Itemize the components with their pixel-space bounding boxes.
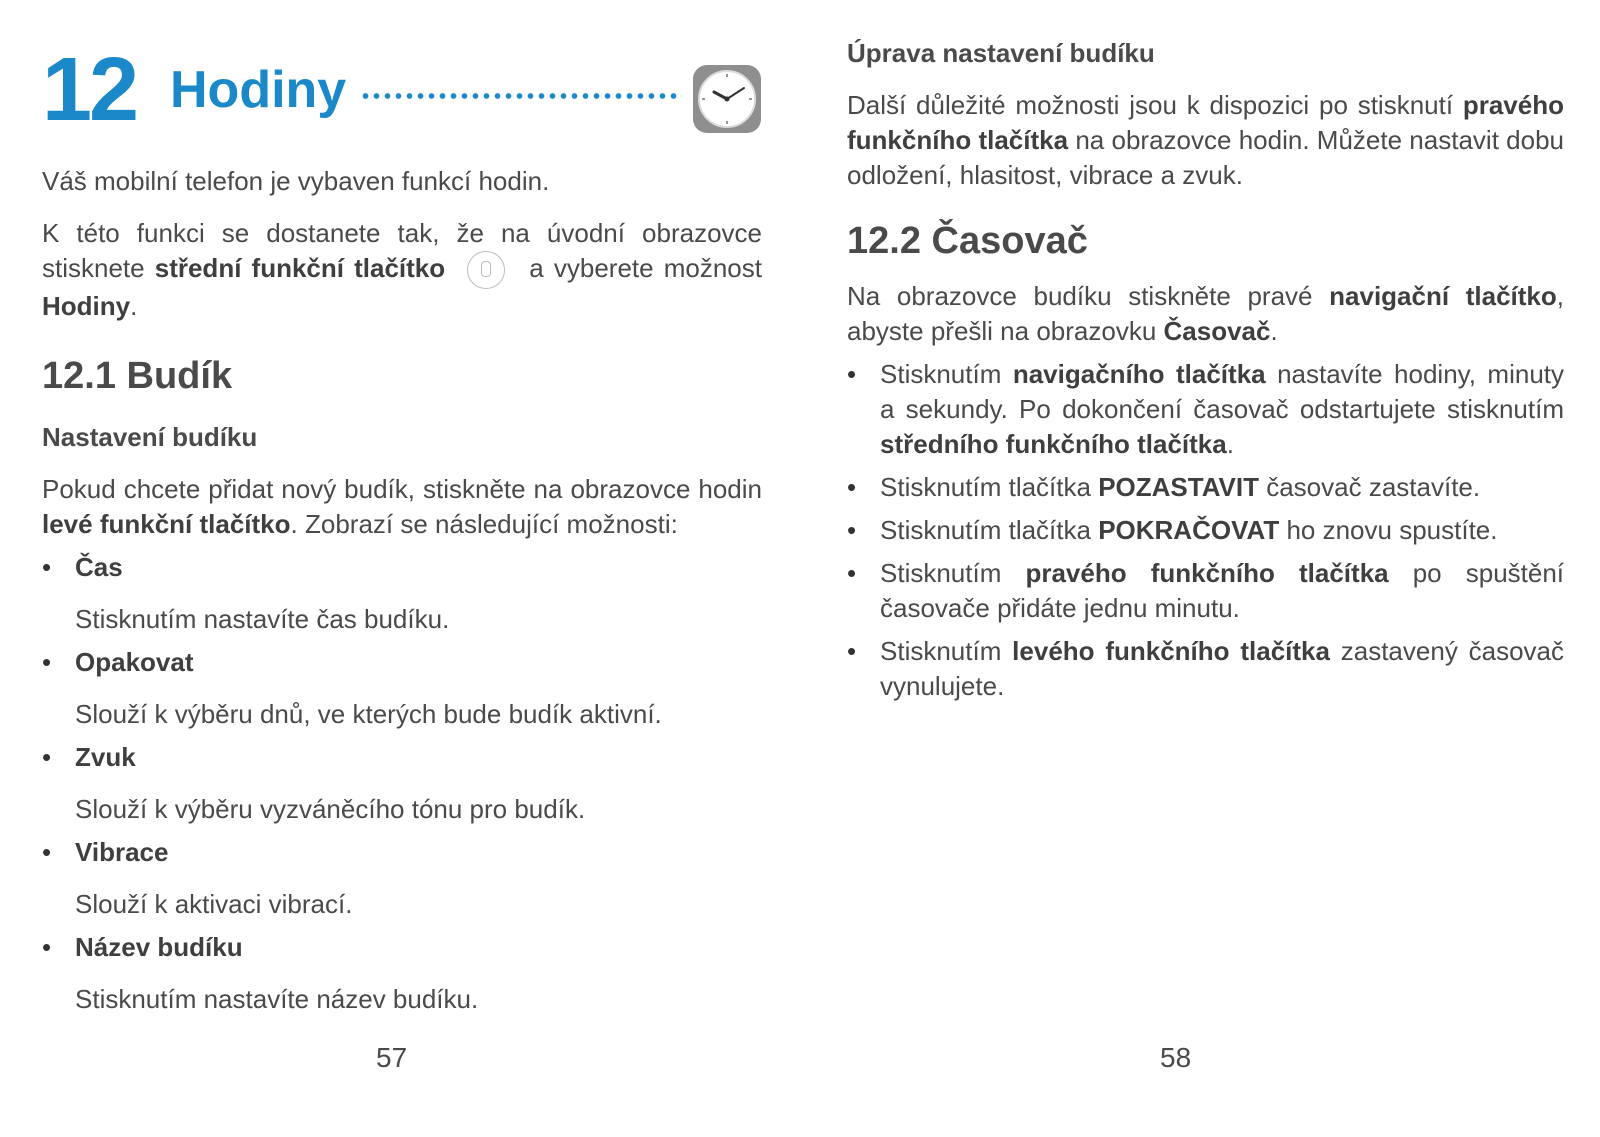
list-item: [42, 835, 762, 870]
section-title-alarm: 12.1 Budík: [42, 355, 233, 398]
timer-screen-label: Časovač: [1163, 316, 1271, 346]
option-title: Název budíku: [75, 932, 243, 963]
clock-app-label: Hodiny: [42, 291, 131, 322]
subheading-alarm-settings: Úprava nastavení budíku: [847, 38, 1155, 68]
option-description: Stisknutím nastavíte název budíku.: [75, 984, 479, 1015]
option-description: Slouží k výběru vyzváněcího tónu pro budík.: [75, 794, 586, 825]
option-description: Stisknutím nastavíte čas budíku.: [75, 604, 450, 635]
alarm-options-list: [42, 550, 762, 637]
chapter-title: Hodiny: [170, 61, 347, 119]
clock-icon: [692, 64, 762, 134]
chapter-dot-leader: [360, 92, 682, 100]
access-paragraph: K této funkci se dostanete tak, že na úvodní obrazovce stisknete střední funkční tlačítko a vyberete možnost Hodiny.: [42, 218, 762, 322]
subheading-alarm-setup: Nastavení budíku: [42, 422, 258, 453]
timer-paragraph: Na obrazovce budíku stiskněte pravé navigační tlačítko, abyste přešli na obrazovku Časovač.: [847, 281, 1564, 346]
list-item: • Stisknutím pravého funkčního tlačítka po spuštění časovače přidáte jednu minutu.: [847, 556, 1564, 626]
center-key-icon: [467, 251, 505, 289]
list-item: • Stisknutím tlačítka POZASTAVIT časovač zastavíte.: [847, 470, 1564, 505]
chapter-header: [42, 0, 762, 140]
list-item: [42, 550, 762, 585]
timer-bullets: [847, 357, 1564, 704]
option-title: Opakovat: [75, 647, 194, 678]
intro-paragraph: Váš mobilní telefon je vybaven funkcí hodin.: [42, 166, 550, 196]
alarm-paragraph: Pokud chcete přidat nový budík, stiskněte na obrazovce hodin levé funkční tlačítko. Zobrazí se následující možnosti:: [42, 474, 762, 540]
alarm-options-list-3: [42, 740, 762, 827]
settings-paragraph: Další důležité možnosti jsou k dispozici po stisknutí pravého funkčního tlačítka na obrazovce hodin. Můžete nastavit dobu odložení, hlasitost, vibrace a zvuk.: [847, 90, 1565, 190]
list-item: • Stisknutím tlačítka POKRAČOVAT ho znovu spustíte.: [847, 513, 1564, 548]
option-title: Zvuk: [75, 742, 136, 773]
page-number-right: 58: [1160, 1042, 1192, 1073]
section-title-timer: 12.2 Časovač: [847, 220, 1088, 262]
alarm-options-list-5: [42, 930, 762, 1017]
chapter-number: 12: [42, 40, 137, 140]
option-title: Čas: [75, 552, 123, 583]
list-item: [42, 740, 762, 775]
option-description: Slouží k aktivaci vibrací.: [75, 889, 353, 920]
left-page: [42, 0, 762, 1017]
option-description: Slouží k výběru dnů, ve kterých bude budík aktivní.: [75, 699, 662, 730]
list-item: [42, 930, 762, 965]
page-number-left: 57: [376, 1042, 408, 1073]
center-key-label: střední funkční tlačítko: [154, 253, 446, 283]
right-page: [847, 0, 1564, 704]
list-item: [42, 645, 762, 680]
alarm-options-list-4: [42, 835, 762, 922]
list-item: • Stisknutím levého funkčního tlačítka zastavený časovač vynulujete.: [847, 634, 1564, 704]
list-item: • Stisknutím navigačního tlačítka nastavíte hodiny, minuty a sekundy. Po dokončení časovač odstartujete stisknutím středního funkčního tlačítka.: [847, 357, 1564, 462]
alarm-options-list-2: [42, 645, 762, 732]
option-title: Vibrace: [75, 837, 169, 868]
